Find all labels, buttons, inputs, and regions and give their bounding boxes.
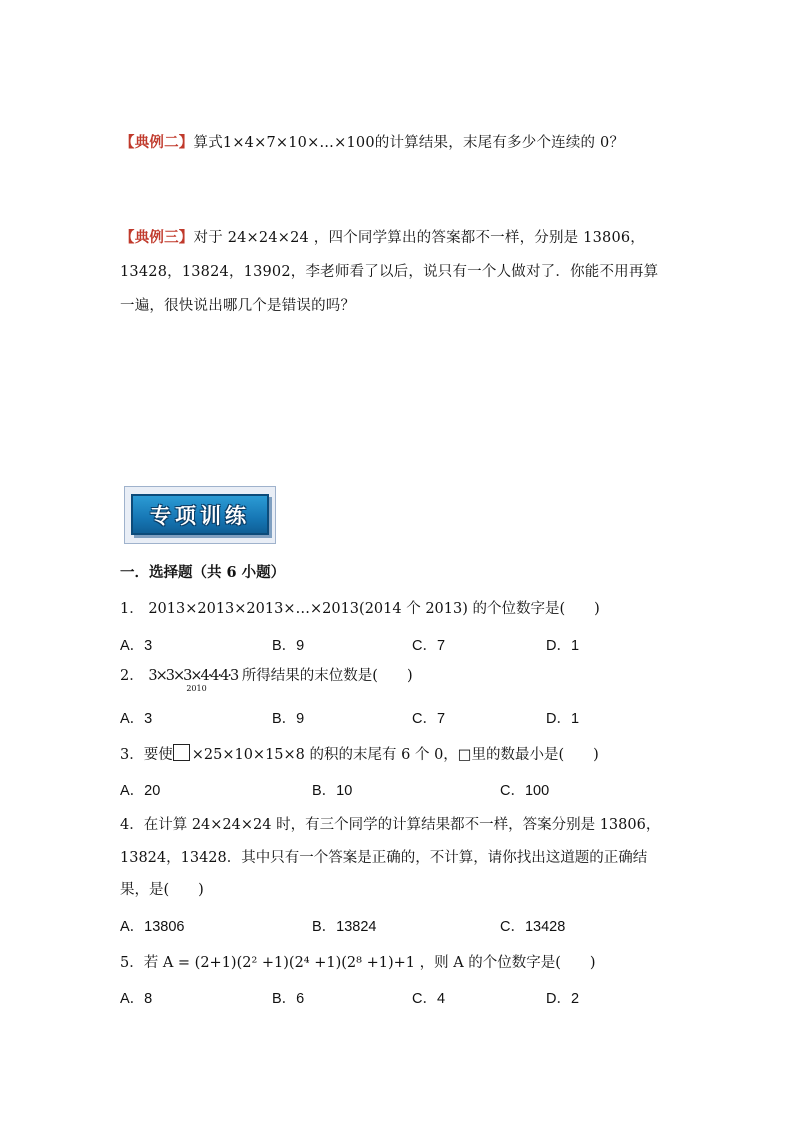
question-5-stem: 5．若 A = (2+1)(2² +1)(2⁴ +1)(2⁸ +1)+1 ，则 A 的个位数字是( ): [120, 955, 596, 971]
question-2-option-b[interactable]: B．9: [272, 711, 305, 727]
section-banner-plate: [131, 494, 269, 535]
example-3-tag: 【典例三】: [120, 229, 194, 246]
question-5-option-d[interactable]: D．2: [546, 991, 580, 1007]
question-2-suffix: 所得结果的末位数是( ): [241, 668, 413, 684]
question-2-number: 2．: [120, 668, 144, 684]
question-4-option-b[interactable]: B．13824: [312, 919, 377, 935]
question-5-option-b[interactable]: B．6: [272, 991, 305, 1007]
question-3-stem: [120, 743, 599, 764]
question-2-option-c[interactable]: C．7: [412, 711, 446, 727]
section-heading: 一．选择题（共 6 小题）: [120, 564, 286, 581]
question-4-line-2: 13824，13428．其中只有一个答案是正确的，不计算，请你找出这道题的正确结: [120, 850, 648, 866]
question-4-option-a[interactable]: A．13806: [120, 919, 185, 935]
question-1-option-c[interactable]: C．7: [412, 638, 446, 654]
question-1-stem: 1． 2013×2013×2013×…×2013(2014 个 2013) 的个位数字是( ): [120, 601, 600, 617]
question-2-stem: [120, 664, 413, 693]
question-2-option-d[interactable]: D．1: [546, 711, 580, 727]
question-4-line-1: 4．在计算 24×24×24 时，有三个同学的计算结果都不一样，答案分别是 13806，: [120, 817, 661, 833]
question-4-option-c[interactable]: C．13428: [500, 919, 566, 935]
question-1-option-d[interactable]: D．1: [546, 638, 580, 654]
question-1-option-a[interactable]: A．3: [120, 638, 153, 654]
blank-square: [173, 744, 190, 761]
example-3: [120, 226, 645, 247]
question-5-option-a[interactable]: A．8: [120, 991, 153, 1007]
question-3-option-c[interactable]: C．100: [500, 783, 550, 799]
question-3-option-b[interactable]: B．10: [312, 783, 353, 799]
question-2-formula-subscript: 2010: [186, 684, 207, 693]
question-2-option-a[interactable]: A．3: [120, 711, 153, 727]
example-2: [120, 131, 624, 152]
example-2-tag: 【典例二】: [120, 134, 194, 151]
question-3-prefix: 3．要使: [120, 747, 173, 763]
section-banner-title: 专项训练: [150, 503, 250, 528]
question-1-option-b[interactable]: B．9: [272, 638, 305, 654]
example-3-line-2: 13428，13824，13902，李老师看了以后，说只有一个人做对了．你能不用再算: [120, 264, 659, 280]
question-5-option-c[interactable]: C．4: [412, 991, 446, 1007]
question-2-formula: [148, 668, 238, 693]
example-3-line-3: 一遍，很快说出哪几个是错误的吗？: [120, 298, 356, 314]
question-3-suffix: ×25×10×15×8 的积的末尾有 6 个 0，□里的数最小是( ): [191, 747, 599, 763]
question-2-formula-text: 3×3×3×4·4·4·3: [148, 668, 238, 684]
question-4-line-3: 果，是( ): [120, 882, 204, 898]
example-3-line-1: 对于 24×24×24 ，四个同学算出的答案都不一样，分别是 13806，: [193, 230, 646, 246]
example-2-text: 算式1×4×7×10×…×100的计算结果，末尾有多少个连续的 0？: [193, 135, 625, 151]
section-banner: [124, 486, 276, 544]
question-3-option-a[interactable]: A．20: [120, 783, 161, 799]
